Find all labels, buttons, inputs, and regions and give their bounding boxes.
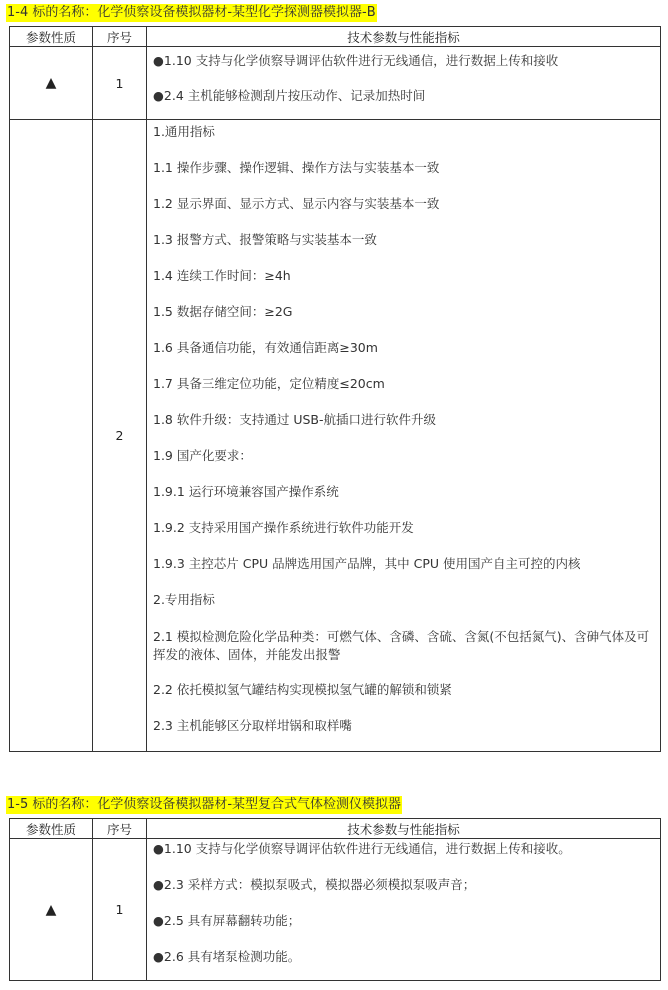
spec-line: 1.5 数据存储空间：≥2G bbox=[153, 304, 293, 319]
spec-line: 1.4 连续工作时间：≥4h bbox=[153, 268, 291, 283]
spec-line: ●1.10 支持与化学侦察导调评估软件进行无线通信，进行数据上传和接收。 bbox=[153, 841, 571, 856]
seq-cell: 1 bbox=[93, 47, 147, 120]
spec-line: 2.3 主机能够区分取样坩锅和取样嘴 bbox=[153, 718, 352, 733]
spec-line: 1.7 具备三维定位功能，定位精度≤20cm bbox=[153, 376, 385, 391]
table-row bbox=[10, 47, 661, 120]
param-type-cell bbox=[10, 120, 93, 752]
spec-line: 1.8 软件升级：支持通过 USB-航插口进行软件升级 bbox=[153, 412, 436, 427]
seq-cell: 2 bbox=[93, 120, 147, 752]
header-param-type: 参数性质 bbox=[10, 27, 93, 47]
header-spec: 技术参数与性能指标 bbox=[147, 819, 661, 839]
spec-line: 1.9.3 主控芯片 CPU 品牌选用国产品牌，其中 CPU 使用国产自主可控的内核 bbox=[153, 556, 581, 571]
header-seq: 序号 bbox=[93, 27, 147, 47]
spec-table-2 bbox=[9, 818, 661, 981]
header-spec: 技术参数与性能指标 bbox=[147, 27, 661, 47]
spec-line: ●2.4 主机能够检测刮片按压动作、记录加热时间 bbox=[153, 88, 426, 103]
section-title: 1-5 标的名称：化学侦察设备模拟器材-某型复合式气体检测仪模拟器 bbox=[7, 797, 402, 812]
triangle-mark: ▲ bbox=[45, 75, 57, 91]
spec-line: 2.专用指标 bbox=[153, 592, 215, 607]
spec-line: 1.通用指标 bbox=[153, 124, 215, 139]
spec-line: 2.2 依托模拟氢气罐结构实现模拟氢气罐的解锁和锁紧 bbox=[153, 682, 452, 697]
spec-line: ●2.3 采样方式：模拟泵吸式，模拟器必须模拟泵吸声音； bbox=[153, 877, 476, 892]
triangle-mark: ▲ bbox=[45, 901, 57, 918]
spec-line: ●2.6 具有堵泵检测功能。 bbox=[153, 949, 301, 964]
spec-line: 1.3 报警方式、报警策略与实装基本一致 bbox=[153, 232, 377, 247]
spec-cell bbox=[147, 839, 661, 981]
spec-cell bbox=[147, 47, 661, 120]
spec-line: 1.9 国产化要求： bbox=[153, 448, 252, 463]
header-row bbox=[10, 819, 661, 839]
table-row bbox=[10, 839, 661, 981]
spec-cell bbox=[147, 120, 661, 752]
spec-line: ●2.5 具有屏幕翻转功能； bbox=[153, 913, 301, 928]
spec-line: 1.9.2 支持采用国产操作系统进行软件功能开发 bbox=[153, 520, 414, 535]
spec-line: 1.1 操作步骤、操作逻辑、操作方法与实装基本一致 bbox=[153, 160, 440, 175]
param-type-cell bbox=[10, 47, 93, 120]
spec-line: 1.2 显示界面、显示方式、显示内容与实装基本一致 bbox=[153, 196, 440, 211]
seq-cell: 1 bbox=[93, 839, 147, 981]
table-row bbox=[10, 120, 661, 752]
spec-line: 1.6 具备通信功能，有效通信距离≥30m bbox=[153, 340, 378, 355]
header-param-type: 参数性质 bbox=[10, 819, 93, 839]
spec-line: 2.1 模拟检测危险化学品种类：可燃气体、含磷、含硫、含氮(不包括氮气)、含砷气体及可挥发的液体、固体，并能发出报警 bbox=[153, 629, 650, 662]
spec-line: 1.9.1 运行环境兼容国产操作系统 bbox=[153, 484, 339, 499]
header-row bbox=[10, 27, 661, 47]
section-title: 1-4 标的名称：化学侦察设备模拟器材-某型化学探测器模拟器-B bbox=[7, 5, 376, 20]
spec-table-1 bbox=[9, 26, 661, 752]
spec-line: ●1.10 支持与化学侦察导调评估软件进行无线通信，进行数据上传和接收 bbox=[153, 53, 559, 68]
header-seq: 序号 bbox=[93, 819, 147, 839]
param-type-cell bbox=[10, 839, 93, 981]
